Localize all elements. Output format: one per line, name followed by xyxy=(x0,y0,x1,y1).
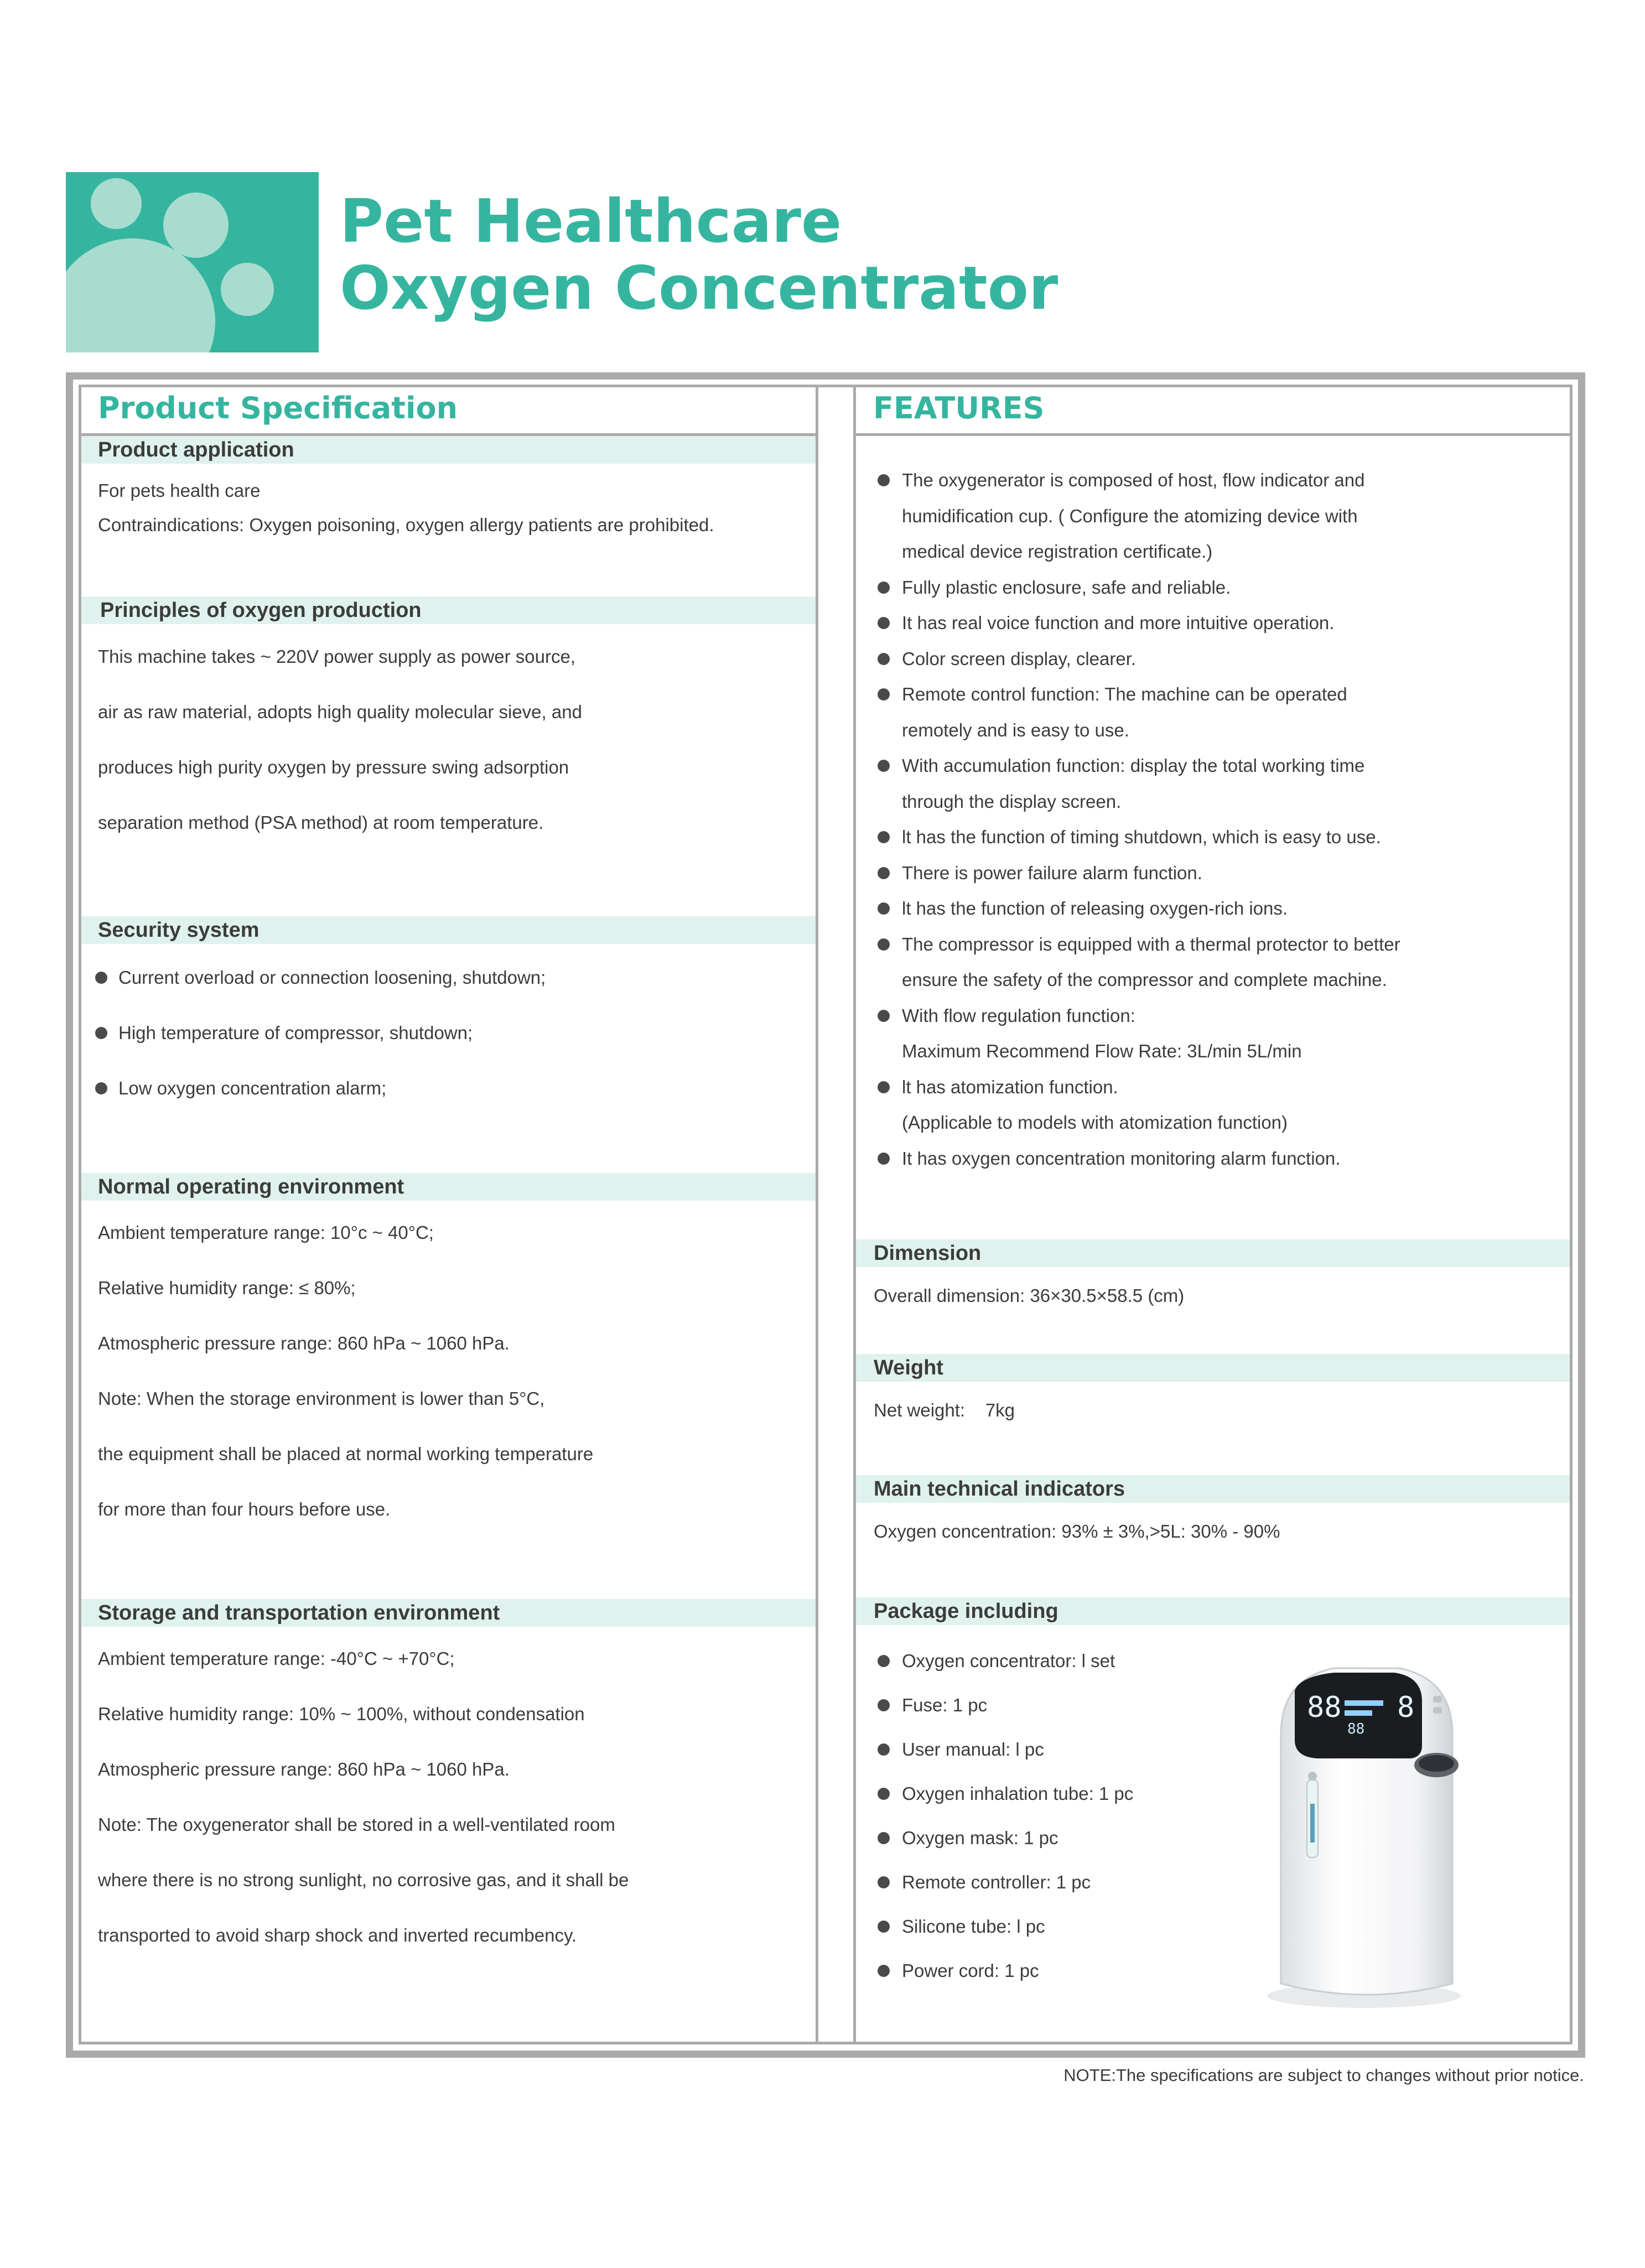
bullet-icon xyxy=(878,902,890,915)
heading-rule-right xyxy=(853,433,1573,436)
storage-line: Ambient temperature range: -40°C ~ +70°C; xyxy=(98,1648,455,1669)
bullet-icon xyxy=(878,1788,890,1800)
product-specification-heading: Product Specification xyxy=(98,391,458,425)
section-title-security: Security system xyxy=(98,918,260,942)
bullet-icon xyxy=(878,1699,890,1711)
bullet-icon xyxy=(878,1655,890,1667)
bullet-icon xyxy=(95,1027,107,1039)
operating-line: the equipment shall be placed at normal working temperature xyxy=(98,1444,594,1464)
section-title-dimension: Dimension xyxy=(874,1242,982,1265)
column-divider-right xyxy=(853,385,856,2044)
feature-item: It has real voice function and more intuitive operation. xyxy=(878,612,1400,634)
bullet-icon xyxy=(95,1082,107,1094)
features-list xyxy=(878,469,1400,1183)
section-title-application: Product application xyxy=(98,438,294,461)
bullet-icon xyxy=(878,760,890,772)
operating-line: Atmospheric pressure range: 860 hPa ~ 1060 hPa. xyxy=(98,1333,510,1353)
section-band-storage xyxy=(81,1599,816,1627)
section-band-weight xyxy=(856,1354,1570,1382)
bullet-icon xyxy=(878,1010,890,1022)
feature-item-continuation: ensure the safety of the compressor and complete machine. xyxy=(902,969,1387,990)
section-band-package xyxy=(856,1597,1570,1625)
feature-item: The compressor is equipped with a thermal protector to better xyxy=(878,933,1400,956)
indicators-text: Oxygen concentration: 93% ± 3%,>5L: 30% - 90% xyxy=(874,1521,1280,1542)
section-title-weight: Weight xyxy=(874,1356,943,1379)
contraindications-text: Contraindications: Oxygen poisoning, oxygen allergy patients are prohibited. xyxy=(98,515,714,535)
weight-text: Net weight: 7kg xyxy=(874,1400,1015,1420)
feature-item: It has oxygen concentration monitoring alarm function. xyxy=(878,1148,1400,1170)
operating-line: for more than four hours before use. xyxy=(98,1499,391,1519)
package-item: Silicone tube: l pc xyxy=(878,1916,1133,1938)
operating-line: Note: When the storage environment is lower than 5°C, xyxy=(98,1388,545,1409)
column-divider-left xyxy=(816,385,818,2044)
feature-item: Fully plastic enclosure, safe and reliable. xyxy=(878,577,1400,599)
section-title-principles: Principles of oxygen production xyxy=(100,599,422,622)
display-digits-left: 88 xyxy=(1307,1691,1342,1724)
principles-line: produces high purity oxygen by pressure swing adsorption xyxy=(98,757,569,777)
bullet-icon xyxy=(878,938,890,951)
feature-item-continuation: (Applicable to models with atomization function) xyxy=(902,1112,1288,1133)
bullet-icon xyxy=(878,1081,890,1093)
package-item: User manual: l pc xyxy=(878,1738,1133,1761)
package-item: Oxygen inhalation tube: 1 pc xyxy=(878,1783,1133,1805)
bullet-icon xyxy=(878,653,890,665)
paw-toe-icon xyxy=(221,263,274,316)
feature-item: With flow regulation function: xyxy=(878,1005,1400,1027)
security-list xyxy=(95,967,546,1099)
feature-item-continuation: through the display screen. xyxy=(902,791,1122,812)
storage-line: Atmospheric pressure range: 860 hPa ~ 1060 hPa. xyxy=(98,1759,510,1779)
bullet-icon xyxy=(878,1876,890,1888)
principles-line: air as raw material, adopts high quality molecular sieve, and xyxy=(98,702,582,722)
list-item: Current overload or connection loosening, shutdown; xyxy=(95,967,546,989)
section-band-security xyxy=(81,916,816,944)
bullet-icon xyxy=(95,972,107,984)
footer-note: NOTE:The specifications are subject to changes without prior notice. xyxy=(1063,2065,1584,2085)
dimension-text: Overall dimension: 36×30.5×58.5 (cm) xyxy=(874,1285,1185,1306)
storage-line: where there is no strong sunlight, no corrosive gas, and it shall be xyxy=(98,1870,629,1890)
package-item: Oxygen concentrator: l set xyxy=(878,1650,1133,1672)
section-band-operating xyxy=(81,1173,816,1201)
application-text: For pets health care xyxy=(98,480,261,501)
bullet-icon xyxy=(878,1832,890,1844)
feature-item: lt has the function of releasing oxygen-rich ions. xyxy=(878,897,1400,920)
list-item: High temperature of compressor, shutdown; xyxy=(95,1022,546,1044)
feature-item: lt has atomization function. xyxy=(878,1076,1400,1098)
section-band-indicators xyxy=(856,1475,1570,1503)
package-item: Oxygen mask: 1 pc xyxy=(878,1827,1133,1849)
page-title xyxy=(340,188,1058,322)
feature-item-continuation: medical device registration certificate.) xyxy=(902,541,1213,562)
bullet-icon xyxy=(878,474,890,486)
oxygen-concentrator-image xyxy=(1256,1657,1477,2011)
section-title-operating: Normal operating environment xyxy=(98,1175,404,1198)
storage-line: transported to avoid sharp shock and inverted recumbency. xyxy=(98,1925,577,1945)
display-digits-mid: 88 xyxy=(1347,1721,1365,1737)
display-digits-right: 8 xyxy=(1397,1691,1415,1724)
paw-toe-icon xyxy=(91,178,142,229)
title-line-1: Pet Healthcare xyxy=(340,187,842,256)
principles-line: separation method (PSA method) at room temperature. xyxy=(98,812,544,833)
feature-item: There is power failure alarm function. xyxy=(878,862,1400,884)
bullet-icon xyxy=(878,1743,890,1756)
feature-item: The oxygenerator is composed of host, flow indicator and xyxy=(878,469,1400,491)
list-item: Low oxygen concentration alarm; xyxy=(95,1077,546,1099)
paw-toe-icon xyxy=(163,193,229,258)
operating-line: Ambient temperature range: 10°c ~ 40°C; xyxy=(98,1222,434,1243)
bullet-icon xyxy=(878,688,890,700)
package-item: Power cord: 1 pc xyxy=(878,1960,1133,1982)
storage-line: Note: The oxygenerator shall be stored in a well-ventilated room xyxy=(98,1814,615,1835)
feature-item: With accumulation function: display the total working time xyxy=(878,755,1400,777)
section-title-indicators: Main technical indicators xyxy=(874,1477,1125,1501)
feature-item-continuation: humidification cup. ( Configure the atomizing device with xyxy=(902,505,1358,526)
bullet-icon xyxy=(878,617,890,629)
bullet-icon xyxy=(878,867,890,879)
title-line-2: Oxygen Concentrator xyxy=(340,254,1058,323)
feature-item: lt has the function of timing shutdown, which is easy to use. xyxy=(878,826,1400,848)
principles-line: This machine takes ~ 220V power supply as power source, xyxy=(98,646,576,667)
package-list xyxy=(878,1650,1133,2004)
brand-logo xyxy=(66,172,319,352)
package-item: Fuse: 1 pc xyxy=(878,1694,1133,1716)
bullet-icon xyxy=(878,582,890,594)
operating-line: Relative humidity range: ≤ 80%; xyxy=(98,1278,356,1298)
feature-item-continuation: Maximum Recommend Flow Rate: 3L/min 5L/min xyxy=(902,1041,1302,1061)
section-band-dimension xyxy=(856,1239,1570,1267)
feature-item: Color screen display, clearer. xyxy=(878,648,1400,670)
bullet-icon xyxy=(878,1153,890,1165)
storage-line: Relative humidity range: 10% ~ 100%, without condensation xyxy=(98,1704,585,1724)
features-heading: FEATURES xyxy=(873,391,1045,425)
section-title-storage: Storage and transportation environment xyxy=(98,1601,500,1625)
package-item: Remote controller: 1 pc xyxy=(878,1871,1133,1893)
section-band-principles xyxy=(81,596,816,624)
bullet-icon xyxy=(878,1965,890,1977)
bullet-icon xyxy=(878,831,890,843)
feature-item-continuation: remotely and is easy to use. xyxy=(902,719,1129,740)
bullet-icon xyxy=(878,1921,890,1933)
feature-item: Remote control function: The machine can be operated xyxy=(878,683,1400,705)
section-title-package: Package including xyxy=(874,1600,1058,1623)
section-band-application xyxy=(81,436,816,464)
